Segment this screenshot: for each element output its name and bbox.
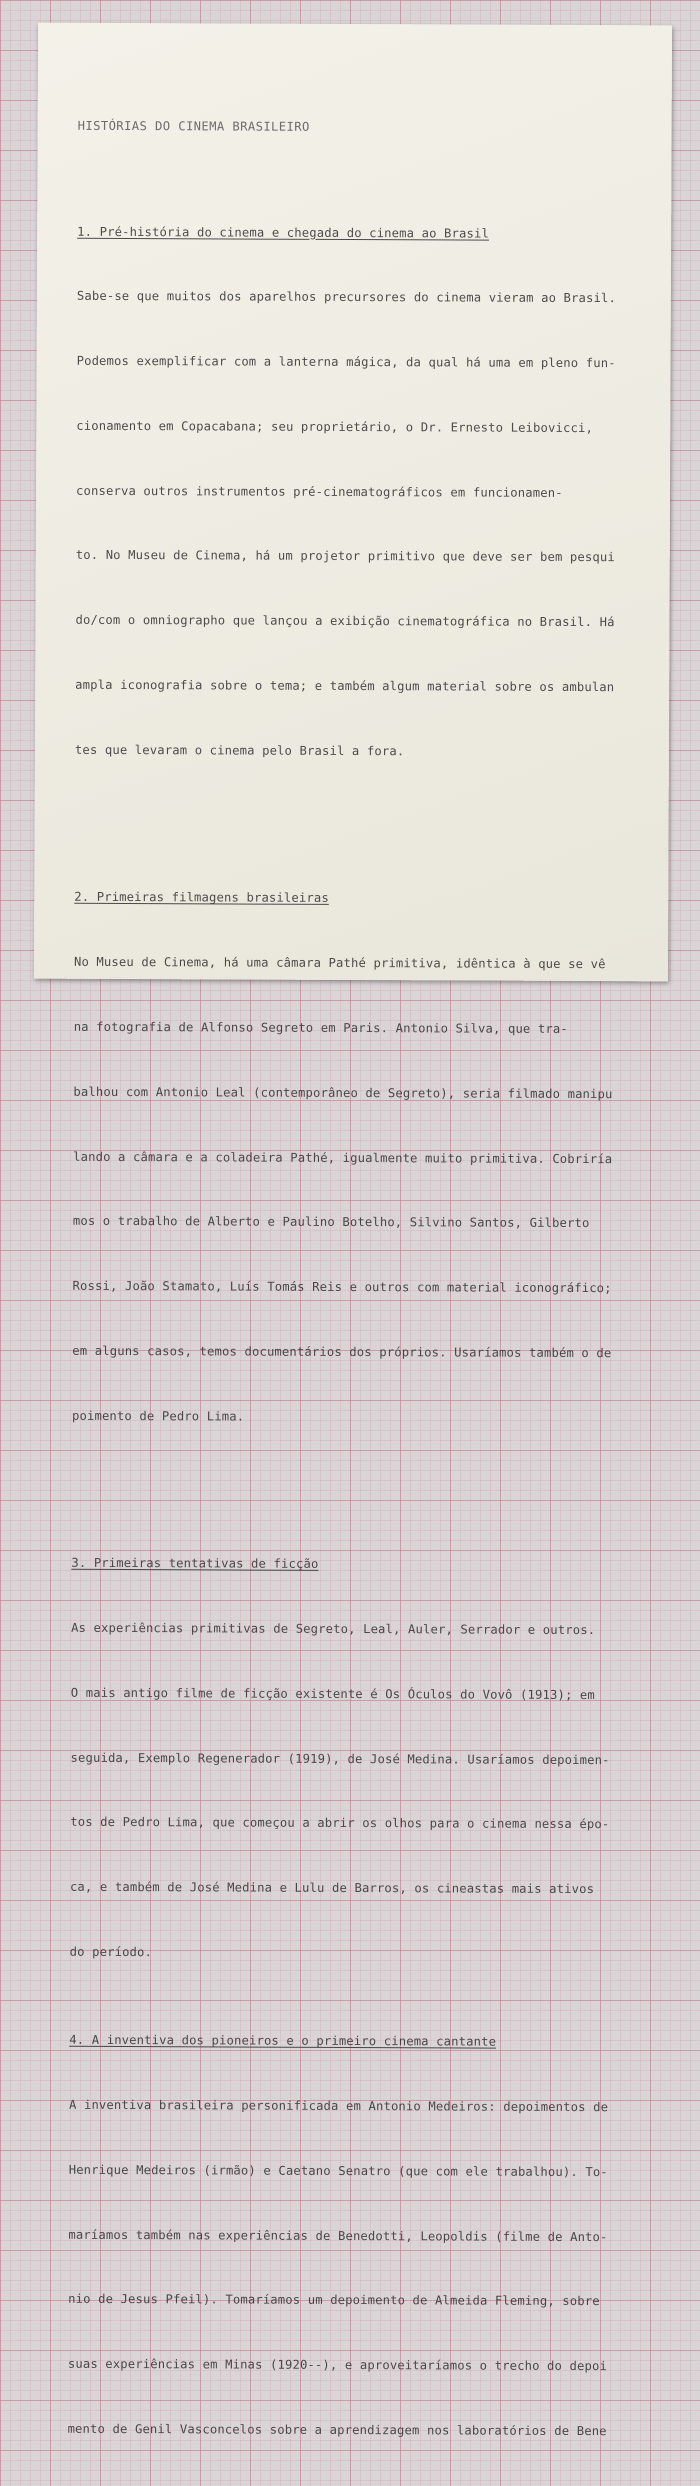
section-4-line: A inventiva brasileira personificada em Antonio Medeiros: depoimentos de: [68, 2097, 609, 2115]
section-3-line: do período.: [69, 1944, 153, 1960]
section-1-line: do/com o omniographo que lançou a exibição cinematográfica no Brasil. Há: [75, 613, 615, 630]
section-1-line: Podemos exemplificar com a lanterna mágica, da qual há uma em pleno fun-: [76, 353, 616, 371]
section-2-line: balhou com Antonio Leal (contemporâneo de Segreto), seria filmado manipu: [73, 1084, 613, 1101]
section-4-line: mento de Genil Vasconcelos sobre a aprendizagem nos laboratórios de Bene: [67, 2421, 607, 2439]
section-4-line: suas experiências em Minas (1920--), e aproveitaríamos o trecho do depoi: [67, 2356, 608, 2374]
section-1-line: conserva outros instrumentos pré-cinematográficos em funcionamen-: [76, 483, 563, 500]
section-2-line: na fotografia de Alfonso Segreto em Paris. Antonio Silva, que tra-: [73, 1019, 568, 1036]
section-4-line: nio de Jesus Pfeil). Tomaríamos um depoimento de Almeida Fleming, sobre: [68, 2292, 600, 2309]
section-2-line: No Museu de Cinema, há uma câmara Pathé primitiva, idêntica à que se vê: [73, 954, 606, 972]
section-2-heading: 2. Primeiras filmagens brasileiras: [74, 890, 329, 906]
section-4-heading: 4. A inventiva dos pioneiros e o primeiro cinema cantante: [69, 2033, 497, 2049]
section-3-line: As experiências primitivas de Segreto, Leal, Auler, Serrador e outros.: [71, 1620, 596, 1638]
section-1-heading: 1. Pré-história do cinema e chegada do cinema ao Brasil: [77, 224, 490, 241]
section-3-heading: 3. Primeiras tentativas de ficção: [71, 1555, 319, 1572]
section-1-line: cionamento em Copacabana; seu proprietário, o Dr. Ernesto Leibovicci,: [76, 418, 593, 435]
section-1-line: Sabe-se que muitos dos aparelhos precursores do cinema vieram ao Brasil.: [76, 289, 617, 306]
section-2-line: poimento de Pedro Lima.: [71, 1408, 245, 1424]
section-3-line: seguida, Exemplo Regenerador (1919), de José Medina. Usaríamos depoimen-: [70, 1750, 610, 1767]
document-title: HISTÓRIAS DO CINEMA BRASILEIRO: [77, 118, 310, 134]
section-2-line: em alguns casos, temos documentários dos próprios. Usaríamos também o de: [72, 1343, 612, 1360]
section-4-line: maríamos também nas experiências de Benedotti, Leopoldis (filme de Anto-: [68, 2227, 608, 2244]
section-3-line: ca, e também de José Medina e Lulu de Barros, os cineastas mais ativos: [69, 1879, 595, 1897]
section-2-line: mos o trabalho de Alberto e Paulino Botelho, Silvino Santos, Gilberto: [72, 1214, 590, 1231]
section-2-line: Rossi, João Stamato, Luís Tomás Reis e outros com material iconográfico;: [72, 1278, 612, 1296]
section-2-line: lando a câmara e a coladeira Pathé, igualmente muito primitiva. Cobriría: [73, 1149, 613, 1166]
section-3-line: tos de Pedro Lima, que começou a abrir os olhos para o cinema nessa épo-: [70, 1815, 610, 1832]
typewritten-page: [34, 23, 672, 2439]
section-1-line: to. No Museu de Cinema, há um projetor primitivo que deve ser bem pesqui: [75, 548, 615, 565]
typed-text-block: [67, 73, 626, 2486]
section-1-line: ampla iconografia sobre o tema; e também algum material sobre os ambulan: [75, 677, 615, 695]
section-4-line: Henrique Medeiros (irmão) e Caetano Senatro (que com ele trabalhou). To-: [68, 2162, 608, 2179]
section-3-line: O mais antigo filme de ficção existente é Os Óculos do Vovô (1913); em: [70, 1685, 595, 1702]
section-1-line: tes que levaram o cinema pelo Brasil a fora.: [74, 742, 405, 759]
